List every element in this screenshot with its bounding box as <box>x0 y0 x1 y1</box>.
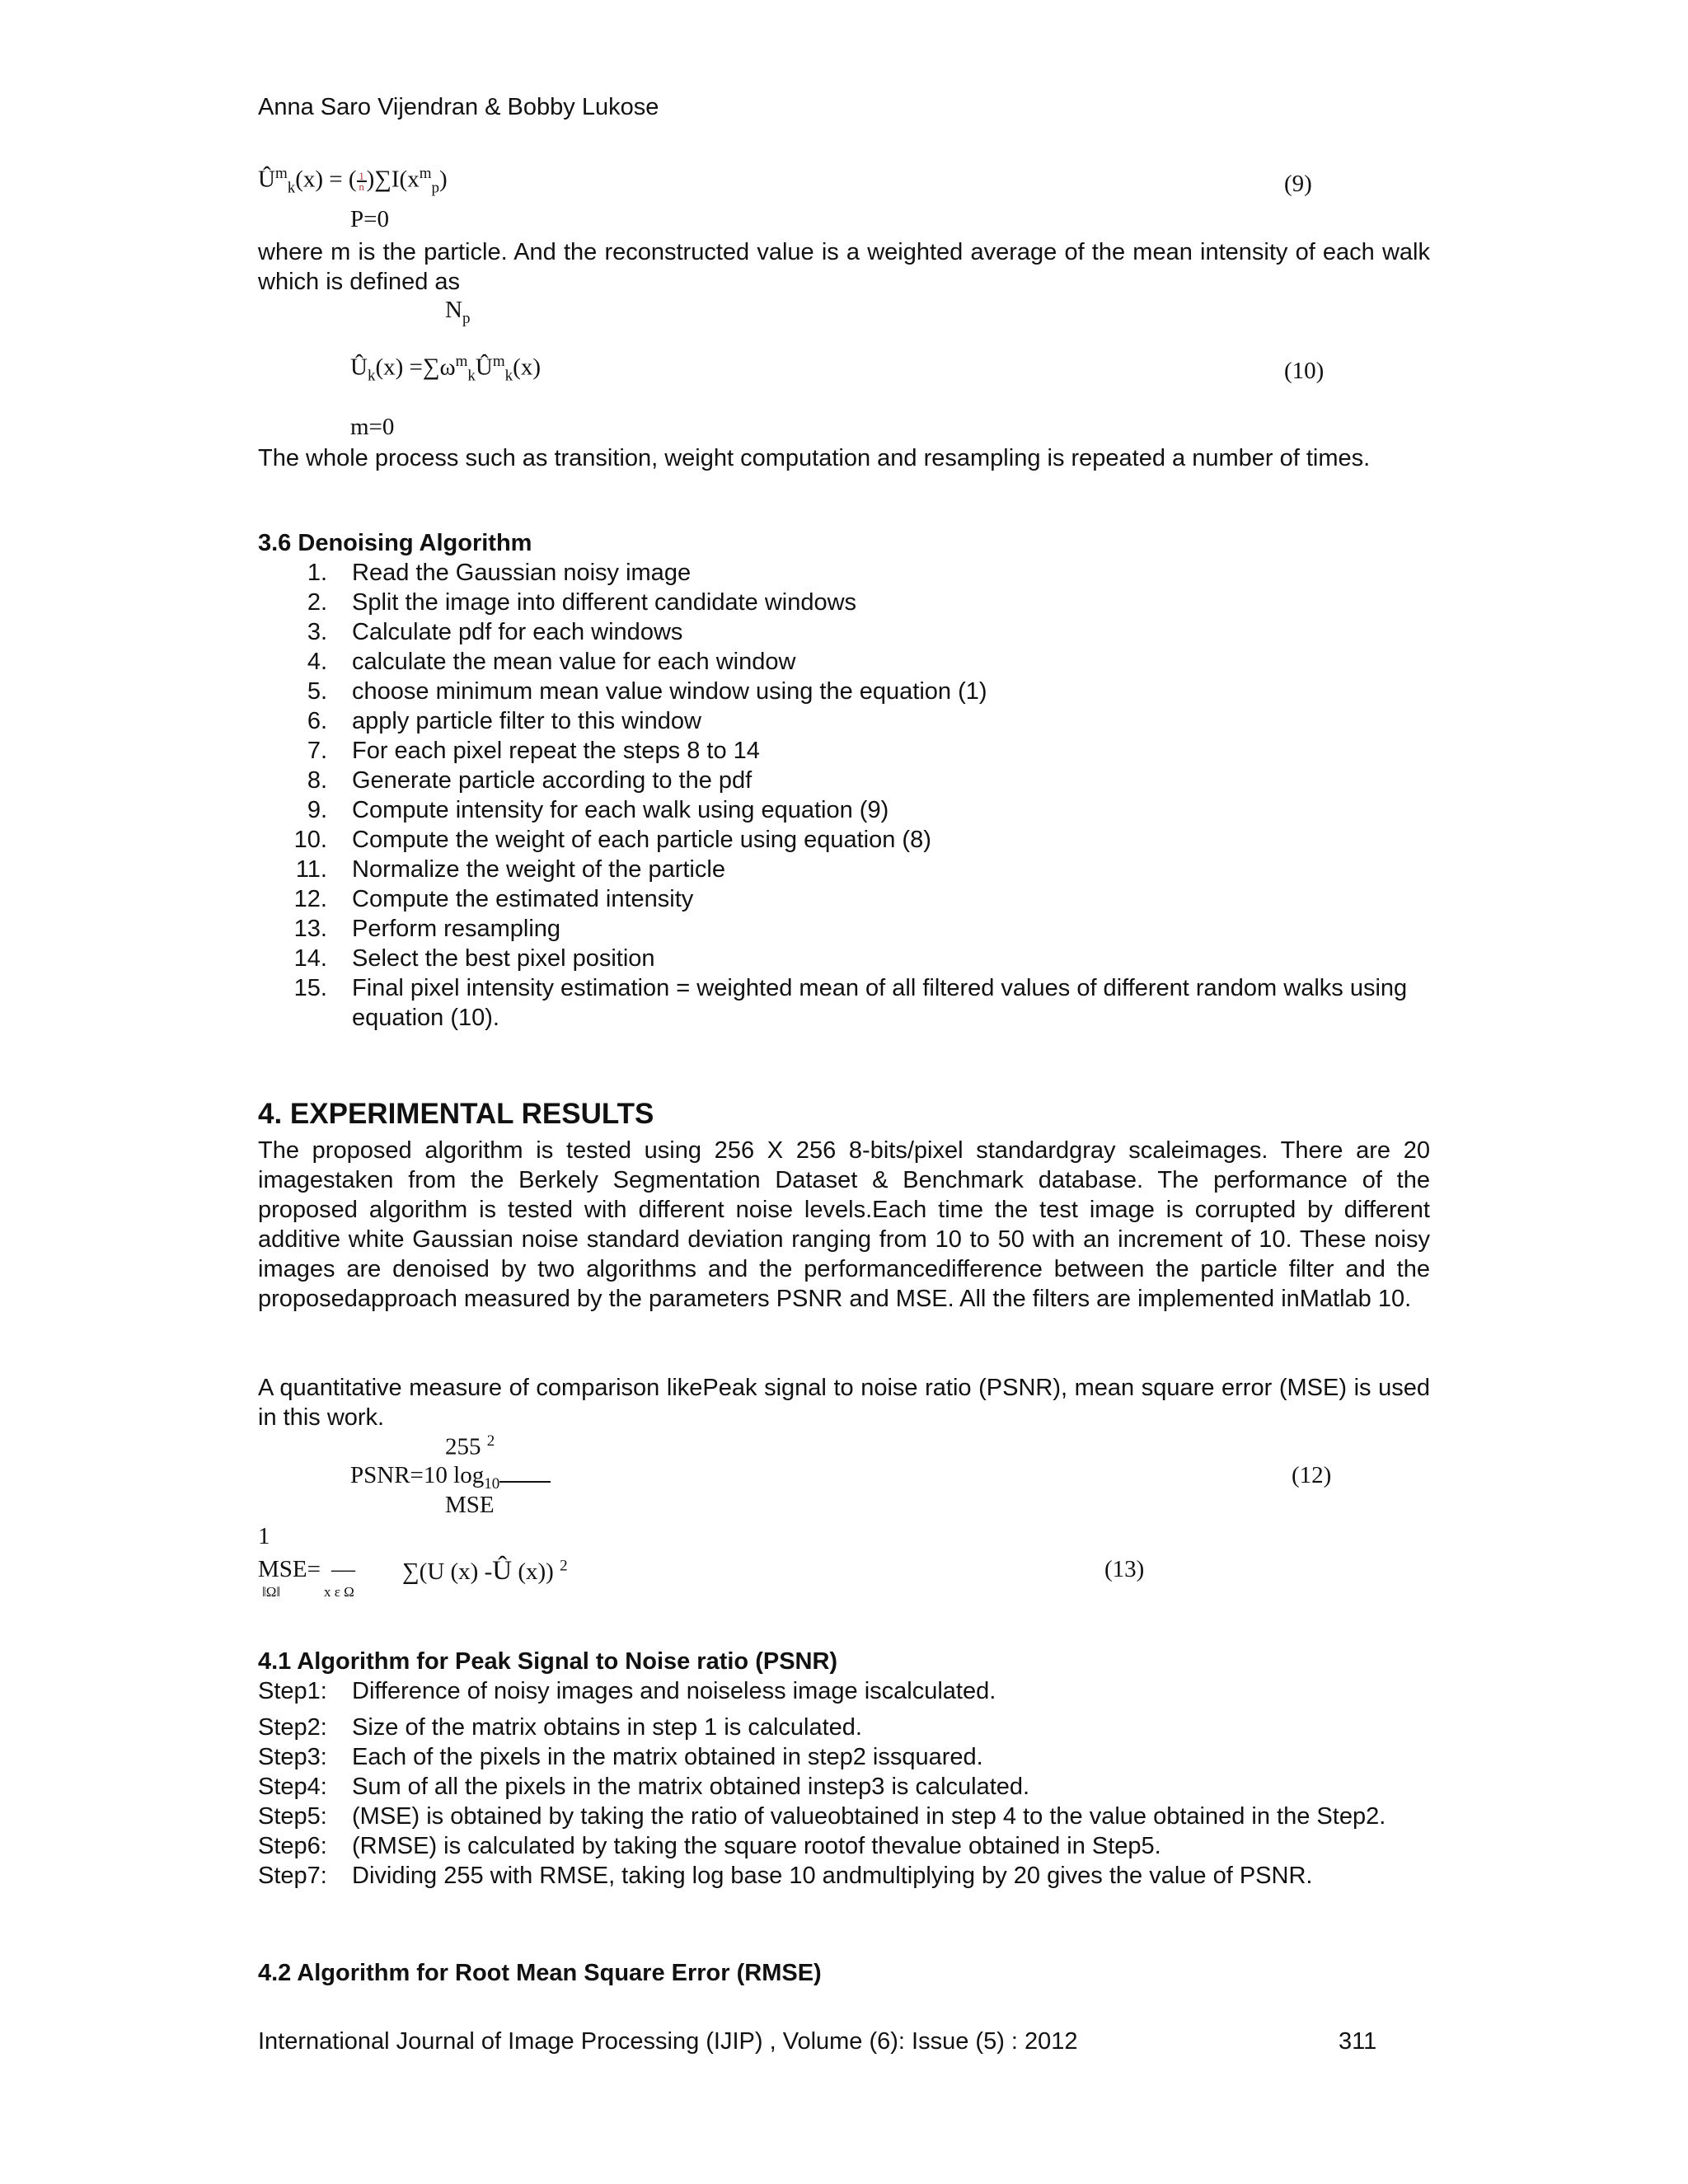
footer-journal: International Journal of Image Processing (IJIP) , Volume (6): Issue (5) : 2012 <box>258 2028 1078 2055</box>
eq12-num-sup: 2 <box>486 1432 495 1450</box>
paragraph-whole-process: The whole process such as transition, weight computation and resampling is repeated a number of times. <box>258 445 1371 471</box>
eq9-number: (9) <box>1284 171 1312 197</box>
eq13-u-hat: Û <box>492 1556 513 1586</box>
eq9-lower-limit: P=0 <box>350 206 389 232</box>
psnr-steps <box>258 1676 1430 1891</box>
psnr-step-text: Difference of noisy images and noiseless image iscalculated. <box>352 1678 996 1704</box>
algorithm-step <box>258 766 1430 795</box>
psnr-step <box>258 1831 1430 1861</box>
running-header: Anna Saro Vijendran & Bobby Lukose <box>258 94 659 120</box>
paragraph-experimental-setup: The proposed algorithm is tested using 256 X 256 8-bits/pixel standardgray scaleimages. There are 20 imagestaken from the Berkely Segmentation Dataset & Benchmark database. The performance of the proposed algorithm is tested with different noise levels.Each time the test image is corrupted by different additive white Gaussian noise standard deviation ranging from 10 to 50 with an increment of 10. These noisy images are denoised by two algorithms and the performancedifference between the particle filter and the proposedapproach measured by the parameters PSNR and MSE. All the filters are implemented inMatlab 10. <box>258 1137 1430 1312</box>
equation-9 <box>258 165 448 197</box>
footer-page-number: 311 <box>1339 2028 1377 2055</box>
eq13-denominator: ‖Ω‖ <box>262 1584 281 1600</box>
algorithm-step <box>258 617 1430 647</box>
algorithm-step-text: calculate the mean value for each window <box>352 649 796 675</box>
psnr-step-text: Each of the pixels in the matrix obtained in step2 issquared. <box>352 1744 983 1770</box>
psnr-step <box>258 1861 1430 1891</box>
algorithm-step-text: Calculate pdf for each windows <box>352 619 683 645</box>
eq12-fraction-bar <box>499 1481 551 1483</box>
algorithm-step-number: 15. <box>293 975 327 1001</box>
algorithm-step-number: 1. <box>307 560 327 586</box>
section-4-1-title: 4.1 Algorithm for Peak Signal to Noise ratio (PSNR) <box>258 1648 838 1675</box>
algorithm-step-number: 3. <box>307 619 327 645</box>
psnr-step-text: Size of the matrix obtains in step 1 is calculated. <box>352 1714 862 1741</box>
psnr-step <box>258 1772 1430 1802</box>
eq10-u-hat: Û <box>350 354 368 381</box>
algorithm-step <box>258 795 1430 825</box>
psnr-step-label: Step2: <box>258 1714 327 1741</box>
algorithm-step <box>258 677 1430 706</box>
eq13-sum: ∑(U (x) - <box>402 1558 493 1585</box>
equation-13 <box>258 1556 321 1583</box>
psnr-step-text: (RMSE) is calculated by taking the square rootof thevalue obtained in Step5. <box>352 1833 1161 1859</box>
eq10-upper: N <box>445 297 462 323</box>
algorithm-step <box>258 884 1430 914</box>
psnr-step <box>258 1713 1430 1742</box>
algorithm-step <box>258 558 1430 588</box>
eq9-sup2: m <box>419 165 432 182</box>
algorithm-step-number: 6. <box>307 708 327 734</box>
eq9-fraction <box>357 171 367 191</box>
algorithm-step <box>258 944 1430 973</box>
psnr-step <box>258 1802 1430 1831</box>
algorithm-step-text: Read the Gaussian noisy image <box>352 560 692 586</box>
algorithm-step-number: 12. <box>293 886 327 912</box>
algorithm-step-text: Split the image into different candidate windows <box>352 589 857 616</box>
algorithm-step-number: 2. <box>307 589 327 616</box>
algorithm-step-text: Normalize the weight of the particle <box>352 856 725 883</box>
eq13-lhs: MSE= <box>258 1556 321 1582</box>
algorithm-step-text: Generate particle according to the pdf <box>352 767 753 794</box>
algorithm-step-number: 4. <box>307 649 327 675</box>
algorithm-step-number: 9. <box>307 797 327 823</box>
psnr-step <box>258 1676 1430 1706</box>
eq13-number: (13) <box>1104 1556 1145 1582</box>
algorithm-step-number: 10. <box>293 827 327 853</box>
section-4-title: 4. EXPERIMENTAL RESULTS <box>258 1098 654 1130</box>
eq13-numerator-one: 1 <box>258 1523 270 1549</box>
eq10-sub: k <box>367 367 376 385</box>
eq10-sup2: m <box>492 353 505 370</box>
paragraph-quantitative-measure: A quantitative measure of comparison likePeak signal to noise ratio (PSNR), mean square error (MSE) is used in this work. <box>258 1375 1430 1431</box>
algorithm-step-text: apply particle filter to this window <box>352 708 701 734</box>
eq10-upper-limit <box>445 297 470 328</box>
eq10-u-hat2: Û <box>475 354 493 381</box>
psnr-step-label: Step6: <box>258 1833 327 1859</box>
eq10-number: (10) <box>1284 358 1325 384</box>
algorithm-step <box>258 825 1430 855</box>
algorithm-step-number: 5. <box>307 678 327 705</box>
algorithm-step-text: For each pixel repeat the steps 8 to 14 <box>352 738 760 764</box>
eq12-lhs: PSNR=10 log <box>350 1462 485 1488</box>
section-3-6-title: 3.6 Denoising Algorithm <box>258 530 532 556</box>
psnr-step-text: Sum of all the pixels in the matrix obtained instep3 is calculated. <box>352 1774 1030 1800</box>
eq9-u-hat: Û <box>258 166 275 193</box>
algorithm-step-text: Compute the estimated intensity <box>352 886 694 912</box>
eq9-sub: k <box>287 179 296 197</box>
algorithm-step <box>258 706 1430 736</box>
paragraph-reconstructed-value: where m is the particle. And the reconstructed value is a weighted average of the mean intensity of each walk which is defined as <box>258 239 1430 295</box>
algorithm-step-text: Final pixel intensity estimation = weighted mean of all filtered values of different random walks using equation (10). <box>352 975 1408 1031</box>
eq10-lower-limit: m=0 <box>350 414 395 440</box>
psnr-step-label: Step4: <box>258 1774 327 1800</box>
psnr-step-label: Step1: <box>258 1678 327 1704</box>
eq9-arg: (x) = ( <box>295 166 357 193</box>
eq12-denominator: MSE <box>445 1492 495 1518</box>
psnr-step-label: Step7: <box>258 1863 327 1889</box>
psnr-step <box>258 1742 1430 1772</box>
eq12-sub: 10 <box>484 1474 500 1493</box>
eq12-numerator <box>445 1432 495 1461</box>
algorithm-step <box>258 647 1430 677</box>
denoising-algorithm-list <box>258 558 1430 1033</box>
eq9-frac-bot: n <box>359 180 364 193</box>
eq12-num: 255 <box>445 1433 481 1460</box>
eq9-close: ) <box>439 166 448 193</box>
equation-12 <box>350 1462 551 1493</box>
eq13-sup: 2 <box>560 1557 568 1575</box>
eq9-frac-top: 1 <box>359 170 364 182</box>
eq10-sub2: k <box>467 367 476 385</box>
eq10-mid: (x) =∑ω <box>375 354 456 381</box>
eq12-number: (12) <box>1292 1462 1332 1488</box>
algorithm-step-text: Compute the weight of each particle using equation (8) <box>352 827 931 853</box>
algorithm-step <box>258 914 1430 944</box>
algorithm-step <box>258 973 1430 1033</box>
psnr-step-text: (MSE) is obtained by taking the ratio of valueobtained in step 4 to the value obtained in the Step2. <box>352 1803 1386 1830</box>
algorithm-step-text: Perform resampling <box>352 916 561 942</box>
eq13-tail: (x)) <box>512 1558 554 1585</box>
eq10-upper-sub: p <box>462 309 471 327</box>
eq10-sup: m <box>455 353 468 370</box>
algorithm-step <box>258 736 1430 766</box>
algorithm-step <box>258 855 1430 884</box>
algorithm-step-text: Compute intensity for each walk using equation (9) <box>352 797 889 823</box>
eq13-rhs <box>402 1556 568 1586</box>
eq10-sub3: k <box>504 367 513 385</box>
algorithm-step-text: Select the best pixel position <box>352 945 655 972</box>
eq9-sub2: p <box>431 179 439 197</box>
algorithm-step-number: 7. <box>307 738 327 764</box>
algorithm-step <box>258 588 1430 617</box>
eq9-rhs: )∑I(x <box>366 166 420 193</box>
algorithm-step-number: 11. <box>295 856 327 883</box>
algorithm-step-number: 14. <box>293 945 327 972</box>
equation-10 <box>350 353 541 385</box>
section-4-2-title: 4.2 Algorithm for Root Mean Square Error (RMSE) <box>258 1960 822 1986</box>
eq13-sum-index: x ε Ω <box>324 1584 354 1600</box>
algorithm-step-text: choose minimum mean value window using the equation (1) <box>352 678 987 705</box>
algorithm-step-number: 13. <box>293 916 327 942</box>
psnr-step-label: Step5: <box>258 1803 327 1830</box>
eq9-sup: m <box>274 165 288 182</box>
psnr-step-text: Dividing 255 with RMSE, taking log base 10 andmultiplying by 20 gives the value of PSNR. <box>352 1863 1313 1889</box>
eq13-fraction-dash: — <box>331 1556 355 1582</box>
algorithm-step-number: 8. <box>307 767 327 794</box>
psnr-step-label: Step3: <box>258 1744 327 1770</box>
eq10-end: (x) <box>513 354 541 381</box>
